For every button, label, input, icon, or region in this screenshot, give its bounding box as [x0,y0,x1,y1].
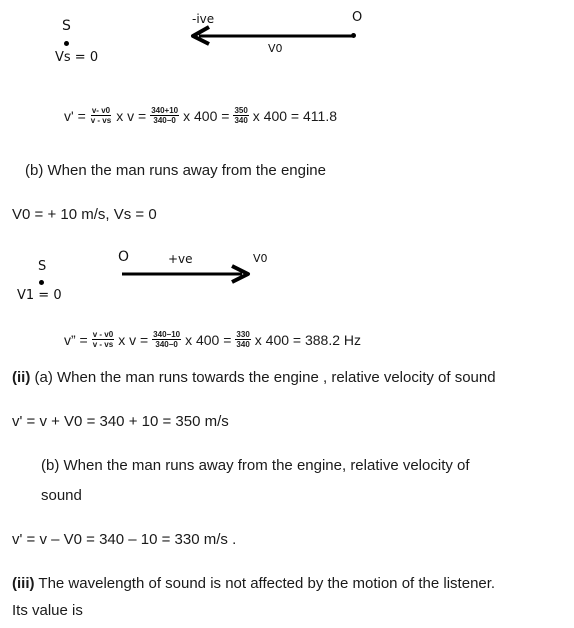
part-ii-b-line2: sound [41,487,82,504]
eq2-frac3-num: 330 [236,330,250,339]
eq1-frac1 [90,106,112,125]
source-velocity-2: V1 = 0 [17,288,62,303]
relative-velocity-away: v' = v – V0 = 340 – 10 = 330 m/s . [12,531,237,548]
part-ii-label: (ii) [12,369,31,386]
eq2-frac2-num: 340−10 [153,330,181,339]
eq1-frac2-den: 340−0 [153,116,176,125]
part-b-heading: (b) When the man runs away from the engine [25,162,326,179]
source-dot [64,41,69,46]
eq1-result: x 400 = 411.8 [252,107,337,124]
eq1-lhs: v' = [64,107,86,124]
part-ii [12,369,496,387]
given-values: V0 = + 10 m/s, Vs = 0 [12,206,157,223]
eq2-mid1: x v = [118,331,149,348]
eq1-frac3 [233,106,248,125]
eq2-frac1-den: v - vs [92,340,114,349]
eq2-frac3-den: 340 [236,340,250,349]
eq2-frac3 [235,330,250,349]
eq1-mid2: x 400 = [183,107,230,124]
part-iii-label: (iii) [12,575,35,592]
eq1-frac3-num: 350 [234,106,248,115]
part-ii-b-line1: (b) When the man runs away from the engine, relative velocity of [41,457,470,474]
observer-velocity-2: V0 [253,252,268,265]
eq2-result: x 400 = 388.2 Hz [254,331,362,348]
source-label-2: S [38,259,47,274]
eq1-frac1-den: v - vs [90,116,112,125]
eq2-lhs: v” = [64,331,88,348]
observer-label-2: O [118,249,130,265]
direction-label-2: +ve [168,252,193,266]
eq1-frac2 [150,106,179,125]
source-label: S [62,18,71,34]
right-arrow [118,262,258,286]
part-iii-text: The wavelength of sound is not affected by the motion of the listener. [38,575,496,592]
observer-velocity: V0 [268,42,283,55]
eq2-mid2: x 400 = [185,331,232,348]
eq1-mid1: x v = [116,107,147,124]
eq1-frac3-den: 340 [234,116,248,125]
source-velocity: Vs = 0 [55,50,99,65]
relative-velocity-towards: v' = v + V0 = 340 + 10 = 350 m/s [12,413,229,430]
part-ii-text: (a) When the man runs towards the engine , relative velocity of sound [34,369,496,386]
direction-label: -ive [192,12,215,26]
equation-recede [62,330,363,349]
eq2-frac2 [152,330,181,349]
part-iii-line2: Its value is [12,602,83,619]
equation-approach [62,106,339,125]
part-iii [12,575,495,593]
observer-label: O [352,10,363,25]
eq2-frac1 [92,330,114,349]
eq1-frac2-num: 340+10 [151,106,179,115]
eq1-frac1-num: v- v0 [91,106,111,115]
source-dot-2 [39,280,44,285]
eq2-frac1-num: v - v0 [92,330,114,339]
eq2-frac2-den: 340−0 [155,340,178,349]
